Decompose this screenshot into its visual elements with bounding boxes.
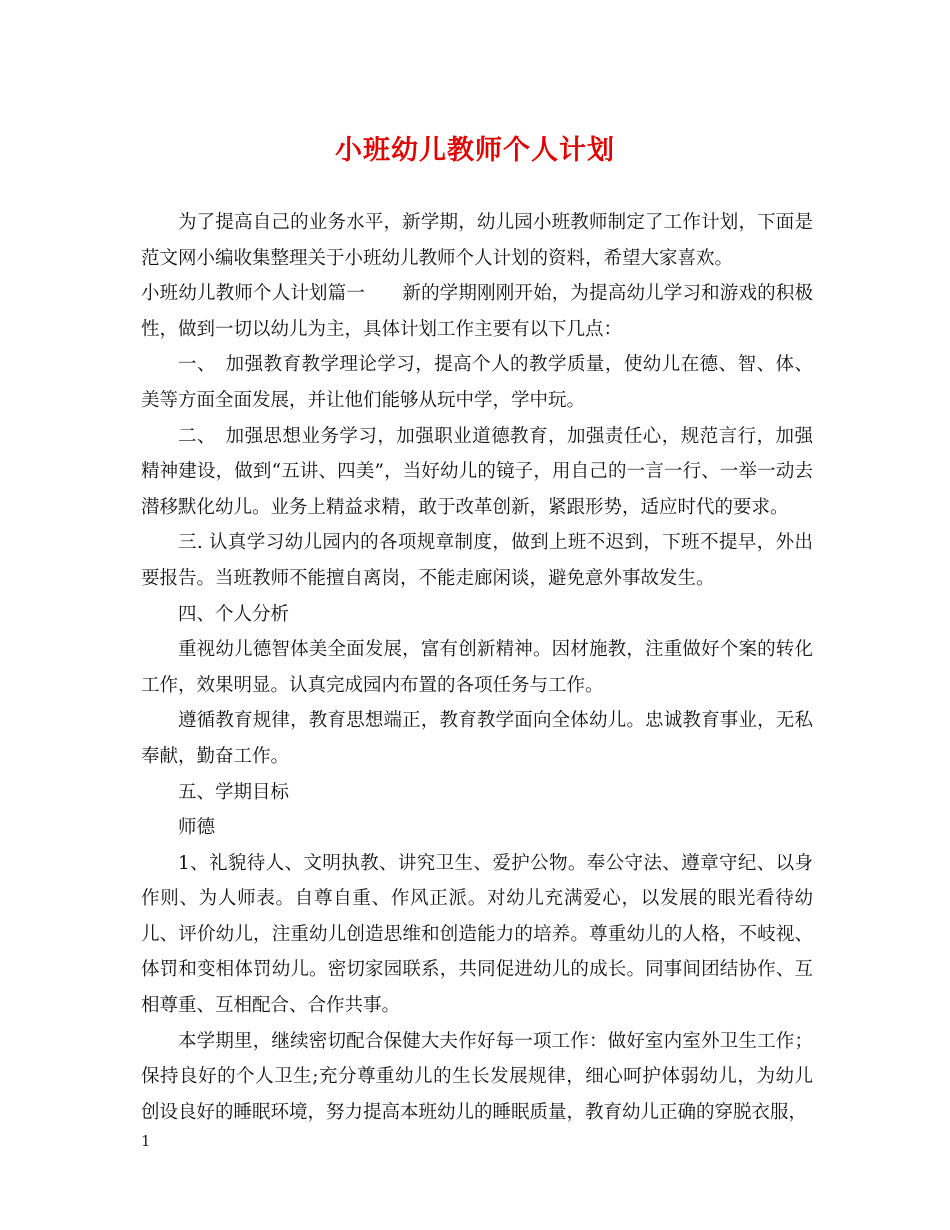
section-heading-analysis: 四、个人分析 (178, 603, 290, 625)
paragraph-ethics: 1、礼貌待人、文明执教、讲究卫生、爱护公物。奉公守法、遵章守纪、以身作则、为人师表。自尊自重、作风正派。对幼儿充满爱心，以发展的眼光看待幼儿、评价幼儿，注重幼儿创造思维和创造能力的培养。尊重幼儿的人格，不岐视、体罚和变相体罚幼儿。密切家园联系，共同促进幼儿的成长。同事间团结协作、互相尊重、互相配合、合作共事。 (141, 852, 813, 1017)
section-heading-goals: 五、学期目标 (178, 781, 290, 803)
paragraph-semester: 本学期里，继续密切配合保健大夫作好每一项工作：做好室内室外卫生工作；保持良好的个人卫生;充分尊重幼儿的生长发展规律，细心呵护体弱幼儿，为幼儿创设良好的睡眠环境，努力提高本班幼儿的睡眠质量，教育幼儿正确的穿脱衣服， (141, 1030, 813, 1123)
paragraph-analysis-2: 遵循教育规律，教育思想端正，教育教学面向全体幼儿。忠诚教育事业，无私奉献，勤奋工作。 (141, 710, 813, 767)
paragraph-analysis-1: 重视幼儿德智体美全面发展，富有创新精神。因材施教，注重做好个案的转化工作，效果明显。认真完成园内布置的各项任务与工作。 (141, 639, 813, 696)
paragraph-item-3: 三. 认真学习幼儿园内的各项规章制度，做到上班不迟到，下班不提早，外出要报告。当班教师不能擅自离岗，不能走廊闲谈，避免意外事故发生。 (141, 532, 813, 589)
paragraph-item-1: 一、 加强教育教学理论学习，提高个人的教学质量，使幼儿在德、智、体、美等方面全面发展，并让他们能够从玩中学，学中玩。 (141, 354, 813, 411)
page-number: 1 (141, 1132, 151, 1150)
document-body (141, 205, 813, 1130)
document-title: 小班幼儿教师个人计划 (335, 135, 615, 166)
subheading-ethics: 师德 (178, 817, 216, 839)
paragraph-intro: 为了提高自己的业务水平，新学期，幼儿园小班教师制定了工作计划，下面是范文网小编收集整理关于小班幼儿教师个人计划的资料，希望大家喜欢。 (141, 212, 813, 269)
paragraph-plan-heading: 小班幼儿教师个人计划篇一 新的学期刚刚开始，为提高幼儿学习和游戏的积极性，做到一切以幼儿为主，具体计划工作主要有以下几点： (141, 283, 813, 340)
paragraph-item-2: 二、 加强思想业务学习，加强职业道德教育，加强责任心，规范言行，加强精神建设，做到“五讲、四美”，当好幼儿的镜子，用自己的一言一行、一举一动去潜移默化幼儿。业务上精益求精，敢于改革创新，紧跟形势，适应时代的要求。 (141, 425, 813, 518)
